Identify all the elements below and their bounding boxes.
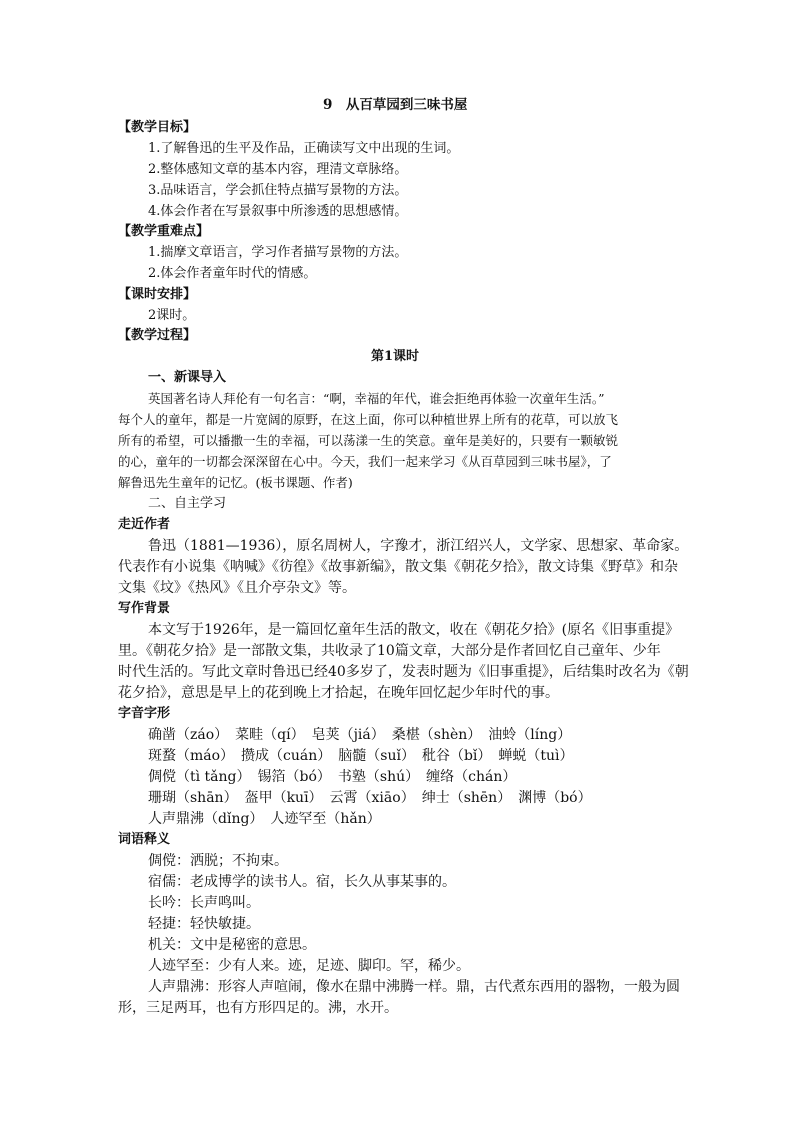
- intro-paragraph-line: 的心，童年的一切都会深深留在心中。今天，我们一起来学习《从百草园到三味书屋》，了: [118, 454, 612, 469]
- characters-heading: 字音字形: [118, 706, 171, 721]
- vocab-line: 机关：文中是秘密的意思。: [148, 937, 316, 953]
- vocab-line: 宿儒：老成博学的读书人。宿，长久从事某事的。: [148, 874, 456, 890]
- author-paragraph-line: 文集《坟》《热风》《且介亭杂文》等。: [118, 580, 356, 596]
- characters-row: 斑蝥（máo） 攒成（cuán） 脑髓（suǐ） 秕谷（bǐ） 蝉蜕（tuì）: [148, 748, 574, 764]
- process-heading: 【教学过程】: [118, 328, 197, 343]
- schedule-text: 2课时。: [148, 308, 196, 323]
- keypoint-item: 1.揣摩文章语言，学习作者描写景物的方法。: [148, 245, 408, 260]
- vocab-line: 人迹罕至：少有人来。迹，足迹、脚印。罕，稀少。: [148, 958, 470, 974]
- author-heading: 走近作者: [118, 517, 171, 532]
- background-paragraph-line: 里。《朝花夕拾》是一部散文集，共收录了10篇文章，大部分是作者回忆自己童年、少年: [118, 643, 661, 659]
- keypoints-heading: 【教学重难点】: [118, 224, 210, 239]
- vocab-line: 倜傥：洒脱；不拘束。: [148, 853, 288, 869]
- vocab-heading: 词语释义: [118, 832, 171, 847]
- author-paragraph-line: 代表作有小说集《呐喊》《彷徨》《故事新编》，散文集《朝花夕拾》，散文诗集《野草》和杂: [118, 559, 678, 575]
- objective-item: 4.体会作者在写景叙事中所渗透的思想感情。: [148, 204, 408, 219]
- intro-paragraph-line: 英国著名诗人拜伦有一句名言：“啊，幸福的年代，谁会拒绝再体验一次童年生活。”: [148, 391, 605, 406]
- author-paragraph-line: 鲁迅（1881—1936），原名周树人，字豫才，浙江绍兴人，文学家、思想家、革命家。: [148, 538, 689, 554]
- background-heading: 写作背景: [118, 601, 171, 616]
- intro-heading: 一、新课导入: [148, 370, 227, 385]
- characters-row: 珊瑚（shān） 盔甲（kuī） 云霄（xiāo） 绅士（shēn） 渊博（bó）: [148, 790, 592, 806]
- objective-item: 3.品味语言，学会抓住特点描写景物的方法。: [148, 183, 408, 198]
- schedule-heading: 【课时安排】: [118, 287, 197, 302]
- background-paragraph-line: 时代生活的。写此文章时鲁迅已经40多岁了，发表时题为《旧事重提》，后结集时改名为《朝: [118, 664, 689, 680]
- lesson-heading: 第1课时: [371, 349, 420, 364]
- objectives-heading: 【教学目标】: [118, 120, 197, 135]
- intro-paragraph-line: 所有的希望，可以播撒一生的幸福，可以荡漾一生的笑意。童年是美好的，只要有一颗敏锐: [118, 433, 619, 448]
- objective-item: 1.了解鲁迅的生平及作品，正确读写文中出现的生词。: [148, 141, 460, 156]
- objective-item: 2.整体感知文章的基本内容，理清文章脉络。: [148, 162, 408, 177]
- page-title: 9 从百草园到三味书屋: [323, 97, 468, 113]
- keypoint-item: 2.体会作者童年时代的情感。: [148, 266, 317, 281]
- intro-paragraph-line: 解鲁迅先生童年的记忆。(板书课题、作者): [118, 475, 353, 490]
- background-paragraph-line: 花夕拾》，意思是早上的花到晚上才拾起，在晚年回忆起少年时代的事。: [118, 685, 559, 701]
- characters-row: 人声鼎沸（dǐng） 人迹罕至（hǎn）: [148, 811, 381, 827]
- characters-row: 倜傥（tì tǎng） 锡箔（bó） 书塾（shú） 缠络（chán）: [148, 769, 517, 785]
- intro-paragraph-line: 每个人的童年，都是一片宽阔的原野，在这上面，你可以种植世界上所有的花草，可以放飞: [118, 412, 619, 427]
- vocab-line: 形，三足两耳，也有方形四足的。沸，水开。: [118, 1000, 398, 1016]
- vocab-line: 长吟：长声鸣叫。: [148, 895, 260, 911]
- vocab-line: 人声鼎沸：形容人声喧闹，像水在鼎中沸腾一样。鼎，古代煮东西用的器物，一般为圆: [148, 979, 680, 995]
- self-study-heading: 二、自主学习: [148, 496, 227, 511]
- background-paragraph-line: 本文写于1926年，是一篇回忆童年生活的散文，收在《朝花夕拾》(原名《旧事重提》: [148, 622, 680, 638]
- characters-row: 确凿（záo） 菜畦（qí） 皂荚（jiá） 桑椹（shèn） 油蛉（líng）: [148, 727, 572, 743]
- vocab-line: 轻捷：轻快敏捷。: [148, 916, 260, 932]
